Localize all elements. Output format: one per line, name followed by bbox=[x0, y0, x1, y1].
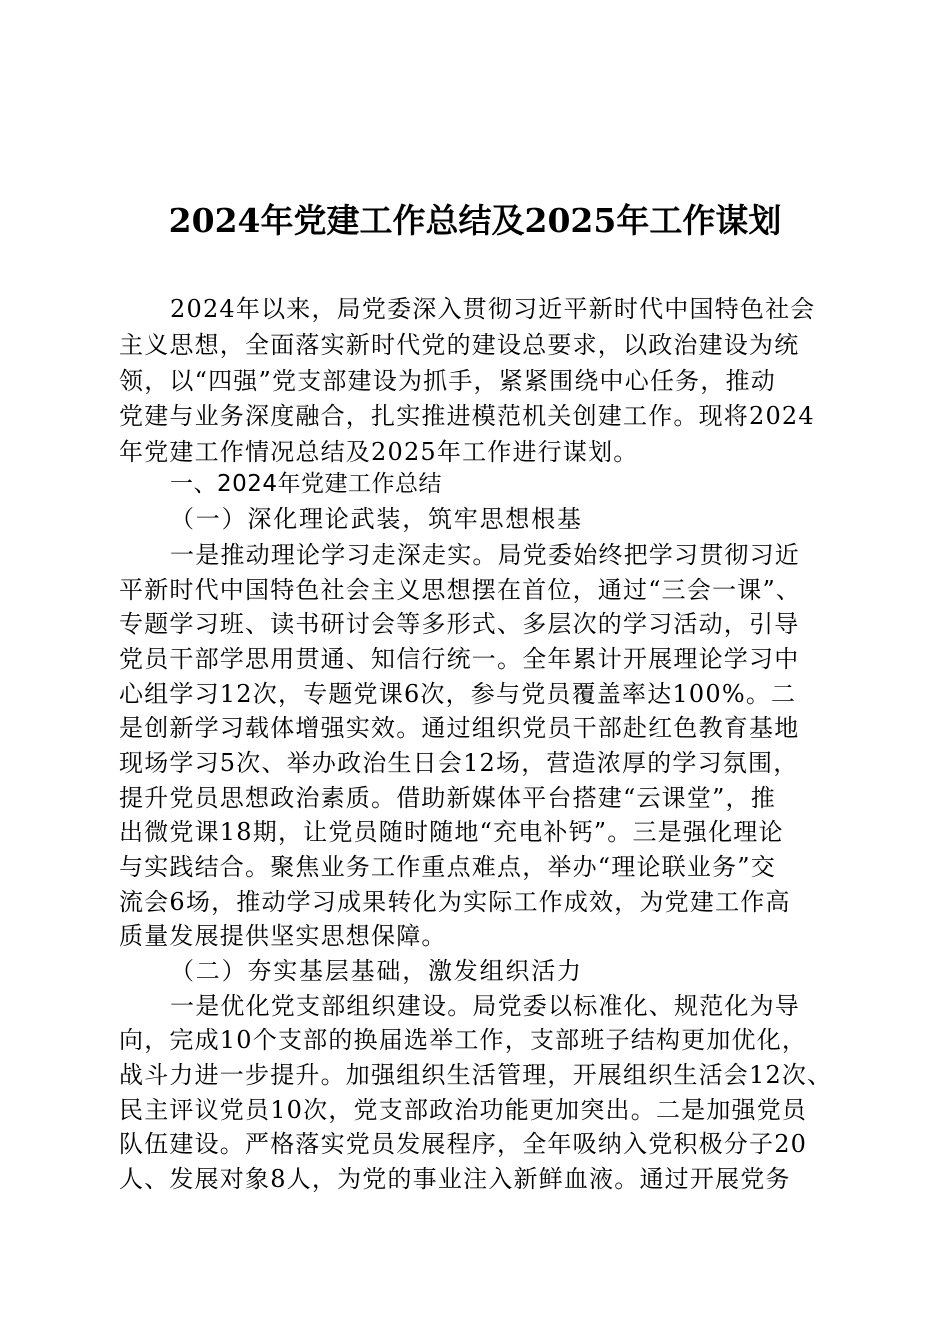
paragraph-line: 提升党员思想政治素质。借助新媒体平台搭建“云课堂”，推 bbox=[119, 784, 776, 812]
paragraph-line: 质量发展提供坚实思想保障。 bbox=[119, 922, 447, 950]
paragraph-line: 一是推动理论学习走深走实。局党委始终把学习贯彻习近 bbox=[170, 541, 800, 569]
paragraph-line: 主义思想，全面落实新时代党的建设总要求，以政治建设为统 bbox=[119, 331, 800, 359]
paragraph-line: 是创新学习载体增强实效。通过组织党员干部赴红色教育基地 bbox=[119, 714, 800, 742]
paragraph-line: 党建与业务深度融合，扎实推进模范机关创建工作。现将2024 bbox=[119, 402, 815, 430]
paragraph-line: 民主评议党员10次，党支部政治功能更加突出。二是加强党员 bbox=[119, 1096, 808, 1124]
paragraph-line: 战斗力进一步提升。加强组织生活管理，开展组织生活会12次、 bbox=[119, 1061, 833, 1089]
paragraph-line: 队伍建设。严格落实党员发展程序，全年吸纳入党积极分子20 bbox=[119, 1130, 808, 1158]
section-heading: 一、2024年党建工作总结 bbox=[170, 471, 443, 497]
paragraph-line: 领，以“四强”党支部建设为抓手，紧紧围绕中心任务，推动 bbox=[119, 367, 776, 395]
paragraph-line: 出微党课18期，让党员随时随地“充电补钙”。三是强化理论 bbox=[119, 818, 784, 846]
subsection-heading: （一）深化理论武装，筑牢思想根基 bbox=[170, 505, 583, 533]
paragraph-line: 年党建工作情况总结及2025年工作进行谋划。 bbox=[119, 438, 639, 466]
paragraph-line: 向，完成10个支部的换届选举工作，支部班子结构更加优化， bbox=[119, 1026, 808, 1054]
paragraph-line: 现场学习5次、举办政治生日会12场，营造浓厚的学习氛围， bbox=[119, 749, 799, 777]
paragraph-line: 平新时代中国特色社会主义思想摆在首位，通过“三会一课”、 bbox=[119, 576, 802, 604]
paragraph-line: 与实践结合。聚焦业务工作重点难点，举办“理论联业务”交 bbox=[119, 853, 776, 881]
paragraph-line: 2024年以来，局党委深入贯彻习近平新时代中国特色社会 bbox=[170, 295, 816, 323]
document-title: 2024年党建工作总结及2025年工作谋划 bbox=[168, 201, 782, 240]
paragraph-line: 专题学习班、读书研讨会等多形式、多层次的学习活动，引导 bbox=[119, 610, 800, 638]
paragraph-line: 一是优化党支部组织建设。局党委以标准化、规范化为导 bbox=[170, 992, 800, 1020]
paragraph-line: 流会6场，推动学习成果转化为实际工作成效，为党建工作高 bbox=[119, 888, 791, 916]
paragraph-line: 党员干部学思用贯通、知信行统一。全年累计开展理论学习中 bbox=[119, 645, 800, 673]
paragraph-line: 心组学习12次，专题党课6次，参与党员覆盖率达100%。二 bbox=[119, 680, 797, 708]
paragraph-line: 人、发展对象8人，为党的事业注入新鲜血液。通过开展党务 bbox=[119, 1165, 791, 1193]
subsection-heading: （二）夯实基层基础，激发组织活力 bbox=[170, 957, 583, 985]
